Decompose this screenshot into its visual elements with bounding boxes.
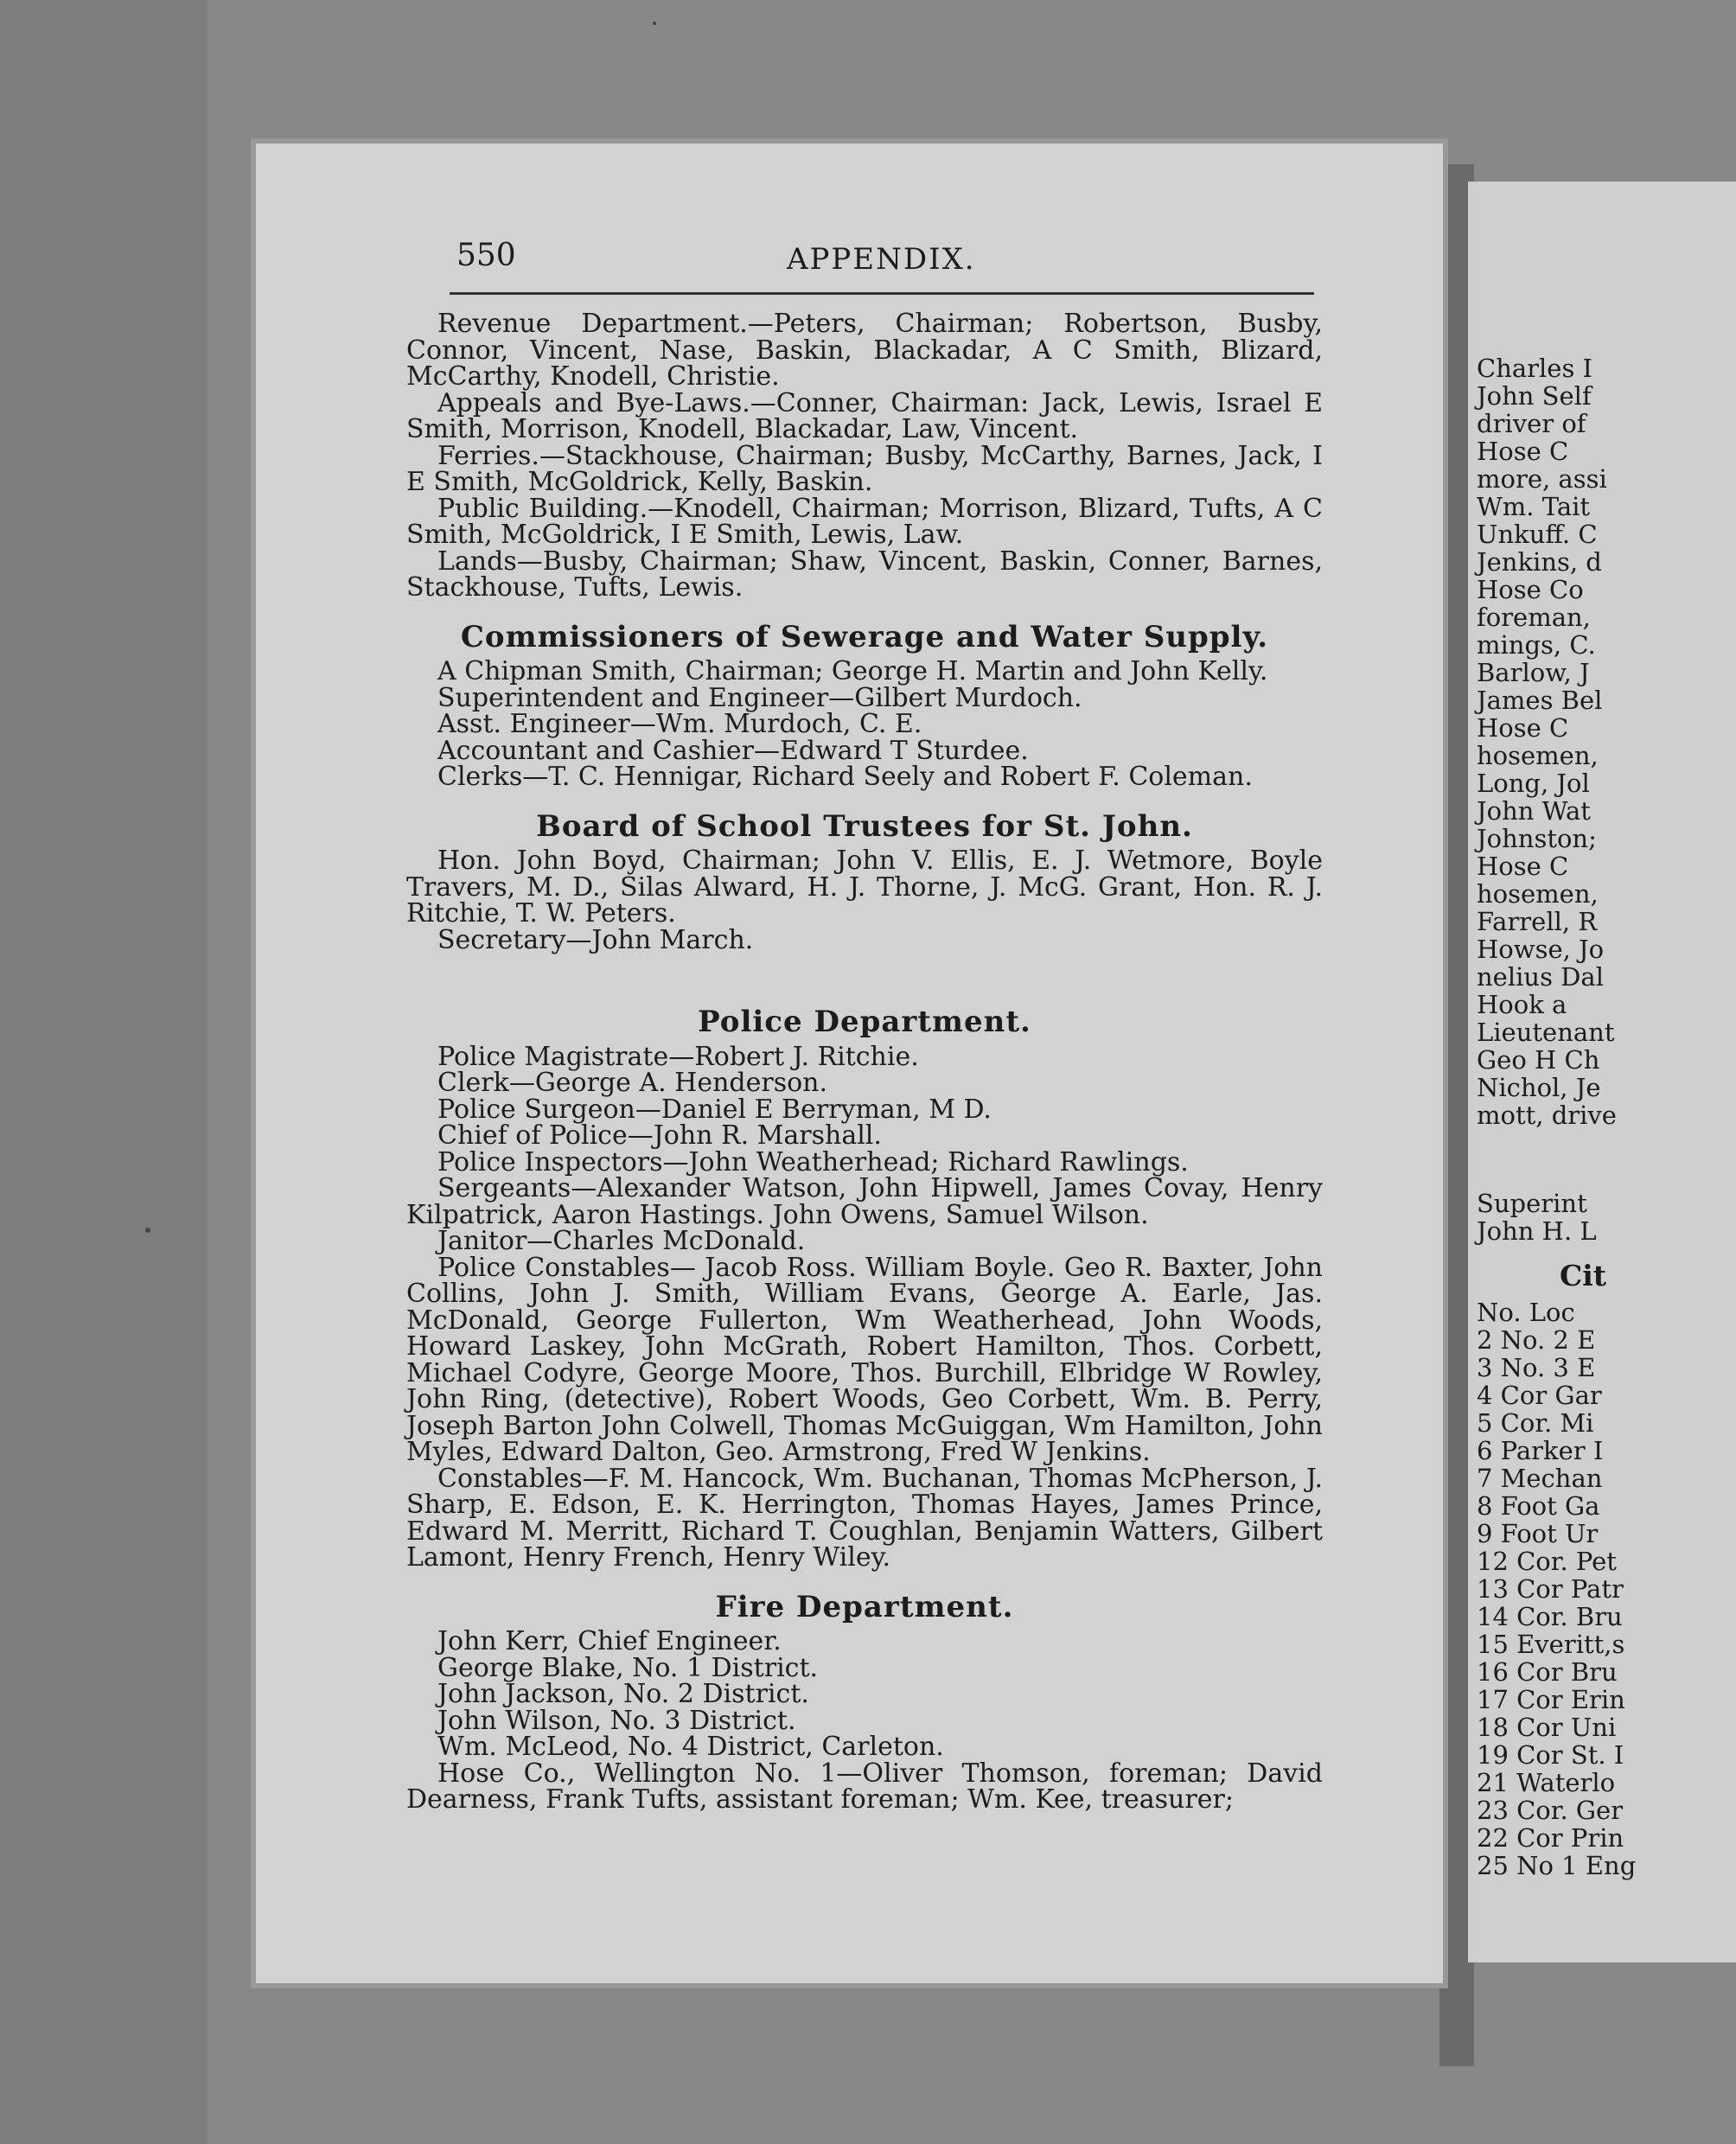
right-line: Farrell, R [1477, 907, 1598, 936]
right-table-row: 21 Waterlo [1477, 1768, 1616, 1797]
right-table-row: 23 Cor. Ger [1477, 1796, 1624, 1825]
sewerage-line: Asst. Engineer—Wm. Murdoch, C. E. [437, 709, 922, 739]
right-line: driver of [1477, 409, 1586, 438]
police-heading: Police Department. [698, 1005, 1031, 1039]
right-line: James Bel [1477, 686, 1603, 715]
school-heading: Board of School Trustees for St. John. [536, 808, 1193, 844]
right-line: Wm. Tait [1477, 492, 1591, 521]
police-line: Chief of Police—John R. Marshall. [437, 1120, 882, 1151]
running-head: APPENDIX. [787, 242, 976, 277]
right-line: Hose C [1477, 437, 1569, 466]
police-line: Police Magistrate—Robert J. Ritchie. [437, 1041, 919, 1072]
header-rule [450, 292, 1314, 295]
right-table-row: 4 Cor Gar [1477, 1381, 1602, 1410]
sewerage-heading: Commissioners of Sewerage and Water Supply. [460, 619, 1269, 654]
right-line: mott, drive [1477, 1101, 1617, 1130]
right-table-row: 12 Cor. Pet [1477, 1547, 1617, 1576]
right-table-row: 15 Everitt,s [1477, 1630, 1625, 1659]
fire-heading: Fire Department. [715, 1589, 1014, 1624]
right-line: Long, Jol [1477, 769, 1590, 798]
right-line: Nichol, Je [1477, 1073, 1601, 1102]
fire-line: Wm. McLeod, No. 4 District, Carleton. [437, 1732, 944, 1762]
fire-line: John Wilson, No. 3 District. [437, 1705, 796, 1736]
committee-revenue: Revenue Department.—Peters, Chairman; Robertson, Busby, Connor, Vincent, Nase, Baskin, Blackadar, A C Smith, Blizard, McCarthy, Knodell, Christie. [406, 309, 1323, 392]
right-line: Johnston; [1477, 824, 1597, 853]
school-secretary: Secretary—John March. [437, 924, 754, 955]
right-line: Geo H Ch [1477, 1045, 1600, 1075]
other-constables: Constables—F. M. Hancock, Wm. Buchanan, Thomas McPherson, J. Sharp, E. Edson, E. K. Herrington, Thomas Hayes, James Prince, Edward M. Merritt, Richard T. Coughlan, Benjamin Watters, Gilbert Lamont, Henry French, Henry Wiley. [406, 1463, 1323, 1573]
right-line: Hose C [1477, 852, 1569, 881]
fire-line: John Jackson, No. 2 District. [437, 1679, 809, 1709]
sewerage-line: Clerks—T. C. Hennigar, Richard Seely and Robert F. Coleman. [437, 762, 1253, 792]
right-line: Lieutenant [1477, 1018, 1615, 1047]
right-line: foreman, [1477, 603, 1591, 632]
right-table-row: 5 Cor. Mi [1477, 1408, 1594, 1438]
right-line: nelius Dal [1477, 962, 1604, 992]
police-line: Clerk—George A. Henderson. [437, 1068, 828, 1098]
page-number: 550 [456, 238, 516, 273]
right-line: mings, C. [1477, 630, 1596, 660]
right-line: Jenkins, d [1477, 547, 1602, 577]
sewerage-line: Accountant and Cashier—Edward T Sturdee. [437, 735, 1029, 766]
right-table-row: 19 Cor St. I [1477, 1740, 1624, 1770]
right-table-row: 2 No. 2 E [1477, 1325, 1596, 1355]
right-table-row: 16 Cor Bru [1477, 1657, 1618, 1687]
right-line: Hose C [1477, 713, 1569, 743]
right-table-row: 9 Foot Ur [1477, 1519, 1599, 1548]
right-table-lines [1477, 1299, 1736, 1879]
scan-speck [145, 1228, 150, 1233]
right-table-row: 7 Mechan [1477, 1464, 1603, 1493]
right-line: Superint [1477, 1189, 1587, 1218]
sewerage-line: Superintendent and Engineer—Gilbert Murdoch. [437, 682, 1082, 713]
scan-speck [653, 22, 656, 25]
police-sergeants: Sergeants—Alexander Watson, John Hipwell, James Covay, Henry Kilpatrick, Aaron Hastings. John Owens, Samuel Wilson. [406, 1173, 1323, 1230]
right-page [1468, 182, 1736, 1962]
fire-line: John Kerr, Chief Engineer. [437, 1626, 782, 1656]
right-line: John H. L [1477, 1216, 1597, 1246]
police-line: Police Surgeon—Daniel E Berryman, M D. [437, 1094, 992, 1125]
right-table-row: No. Loc [1477, 1298, 1575, 1327]
committee-lands: Lands—Busby, Chairman; Shaw, Vincent, Baskin, Conner, Barnes, Stackhouse, Tufts, Lewis. [406, 546, 1323, 603]
fire-hose-company: Hose Co., Wellington No. 1—Oliver Thomson, foreman; David Dearness, Frank Tufts, assistant foreman; Wm. Kee, treasurer; [406, 1758, 1323, 1815]
fire-line: George Blake, No. 1 District. [437, 1652, 819, 1683]
right-line: Hose Co [1477, 575, 1584, 604]
scan-margin [0, 0, 207, 2144]
right-table-row: 18 Cor Uni [1477, 1713, 1617, 1742]
right-table-row: 8 Foot Ga [1477, 1491, 1600, 1521]
school-trustees: Hon. John Boyd, Chairman; John V. Ellis, E. J. Wetmore, Boyle Travers, M. D., Silas Alward, H. J. Thorne, J. McG. Grant, Hon. R. J. Ritchie, T. W. Peters. [406, 845, 1323, 928]
right-table-row: 14 Cor. Bru [1477, 1602, 1623, 1631]
right-line: Howse, Jo [1477, 935, 1605, 964]
right-table-row: 25 No 1 Eng [1477, 1851, 1637, 1880]
right-table-row: 17 Cor Erin [1477, 1685, 1625, 1714]
right-table-row: 6 Parker I [1477, 1436, 1604, 1465]
right-line: Charles I [1477, 354, 1593, 383]
right-top-lines [1477, 354, 1736, 1129]
sewerage-line: A Chipman Smith, Chairman; George H. Martin and John Kelly. [437, 656, 1268, 686]
right-line: hosemen, [1477, 879, 1599, 909]
committee-public-building: Public Building.—Knodell, Chairman; Morrison, Blizard, Tufts, A C Smith, McGoldrick, I E Smith, Lewis, Law. [406, 493, 1323, 550]
police-janitor: Janitor—Charles McDonald. [437, 1226, 806, 1256]
right-mid-lines [1477, 1190, 1736, 1245]
right-table-row: 13 Cor Patr [1477, 1574, 1624, 1604]
right-table-row: 3 No. 3 E [1477, 1353, 1596, 1382]
right-page-text [1477, 354, 1736, 1879]
right-line: Hook a [1477, 990, 1567, 1019]
right-line: John Self [1477, 381, 1592, 411]
right-line: Unkuff. C [1477, 520, 1598, 549]
right-line: more, assi [1477, 464, 1607, 494]
right-line: John Wat [1477, 796, 1591, 826]
right-table-row: 22 Cor Prin [1477, 1823, 1624, 1853]
right-heading: Cit [1560, 1259, 1607, 1292]
committee-ferries: Ferries.—Stackhouse, Chairman; Busby, McCarthy, Barnes, Jack, I E Smith, McGoldrick, Kelly, Baskin. [406, 440, 1323, 497]
police-constables: Police Constables— Jacob Ross. William Boyle. Geo R. Baxter, John Collins, John J. Smith, William Evans, George A. Earle, Jas. McDonald, George Fullerton, Wm Weatherhead, John Woods, Howard Laskey, John McGrath, Robert Hamilton, Thos. Corbett, Michael Codyre, George Moore, Thos. Burchill, Elbridge W Rowley, John Ring, (detective), Robert Woods, Geo Corbett, Wm. B. Perry, Joseph Barton John Colwell, Thomas McGuiggan, Wm Hamilton, John Myles, Edward Dalton, Geo. Armstrong, Fred W Jenkins. [406, 1252, 1323, 1467]
right-line: hosemen, [1477, 741, 1599, 770]
right-line: Barlow, J [1477, 658, 1590, 687]
page-body [406, 311, 1323, 1814]
left-page [251, 138, 1448, 1988]
police-line: Police Inspectors—John Weatherhead; Richard Rawlings. [437, 1146, 1189, 1177]
committee-appeals: Appeals and Bye-Laws.—Conner, Chairman: Jack, Lewis, Israel E Smith, Morrison, Knodell, Blackadar, Law, Vincent. [406, 387, 1323, 444]
